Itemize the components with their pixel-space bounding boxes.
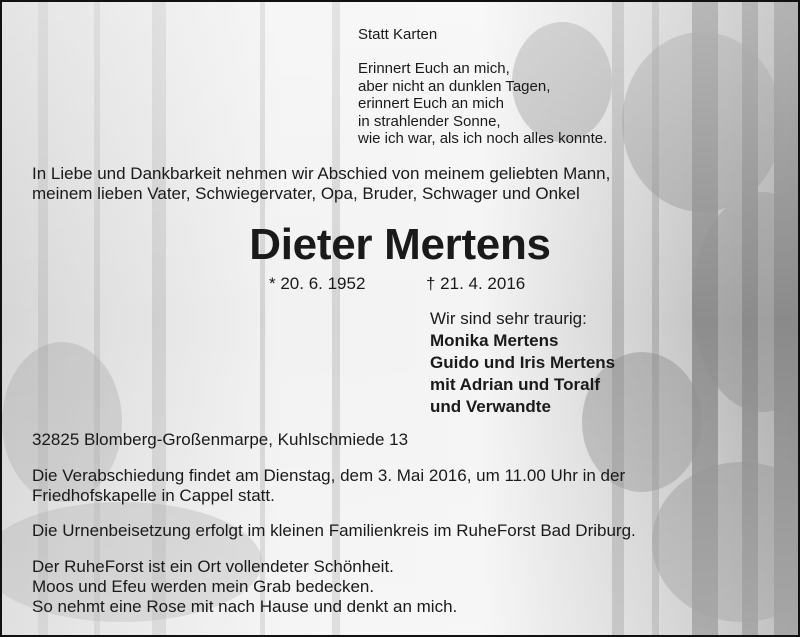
intro-line: meinem lieben Vater, Schwiegervater, Opa, Bruder, Schwager und Onkel xyxy=(32,184,580,203)
mourner-name: Guido und Iris Mertens xyxy=(430,353,616,372)
intro-text xyxy=(32,164,610,204)
address: 32825 Blomberg-Großenmarpe, Kuhlschmiede 13 xyxy=(32,430,409,449)
intro-line: In Liebe und Dankbarkeit nehmen wir Abschied von meinem geliebten Mann, xyxy=(32,164,611,183)
death-date: † 21. 4. 2016 xyxy=(426,274,526,293)
burial-text: Die Urnenbeisetzung erfolgt im kleinen Familienkreis im RuheForst Bad Driburg. xyxy=(32,521,636,540)
closing-line: So nehmt eine Rose mit nach Hause und denkt an mich. xyxy=(32,597,458,616)
deceased-name: Dieter Mertens xyxy=(249,220,551,269)
poem-line: in strahlender Sonne, xyxy=(358,112,501,130)
farewell-text xyxy=(32,466,625,506)
closing-line: Moos und Efeu werden mein Grab bedecken. xyxy=(32,577,375,596)
closing-text xyxy=(32,557,457,617)
poem-line: wie ich war, als ich noch alles konnte. xyxy=(358,130,608,147)
mourner-name: mit Adrian und Toralf xyxy=(430,375,600,394)
poem xyxy=(358,60,607,148)
mourners-block xyxy=(430,308,615,418)
farewell-line: Friedhofskapelle in Cappel statt. xyxy=(32,486,275,505)
mourners-intro: Wir sind sehr traurig: xyxy=(430,309,587,328)
poem-line: erinnert Euch an mich xyxy=(358,95,504,112)
poem-line: Erinnert Euch an mich, xyxy=(358,60,510,77)
mourner-name: und Verwandte xyxy=(430,397,551,416)
birth-date: * 20. 6. 1952 xyxy=(269,274,366,293)
header-text: Statt Karten xyxy=(358,26,438,43)
poem-line: aber nicht an dunklen Tagen, xyxy=(358,77,551,95)
closing-line: Der RuheForst ist ein Ort vollendeter Schönheit. xyxy=(32,557,394,576)
farewell-line: Die Verabschiedung findet am Dienstag, dem 3. Mai 2016, um 11.00 Uhr in der xyxy=(32,466,626,485)
mourner-name: Monika Mertens xyxy=(430,331,559,350)
